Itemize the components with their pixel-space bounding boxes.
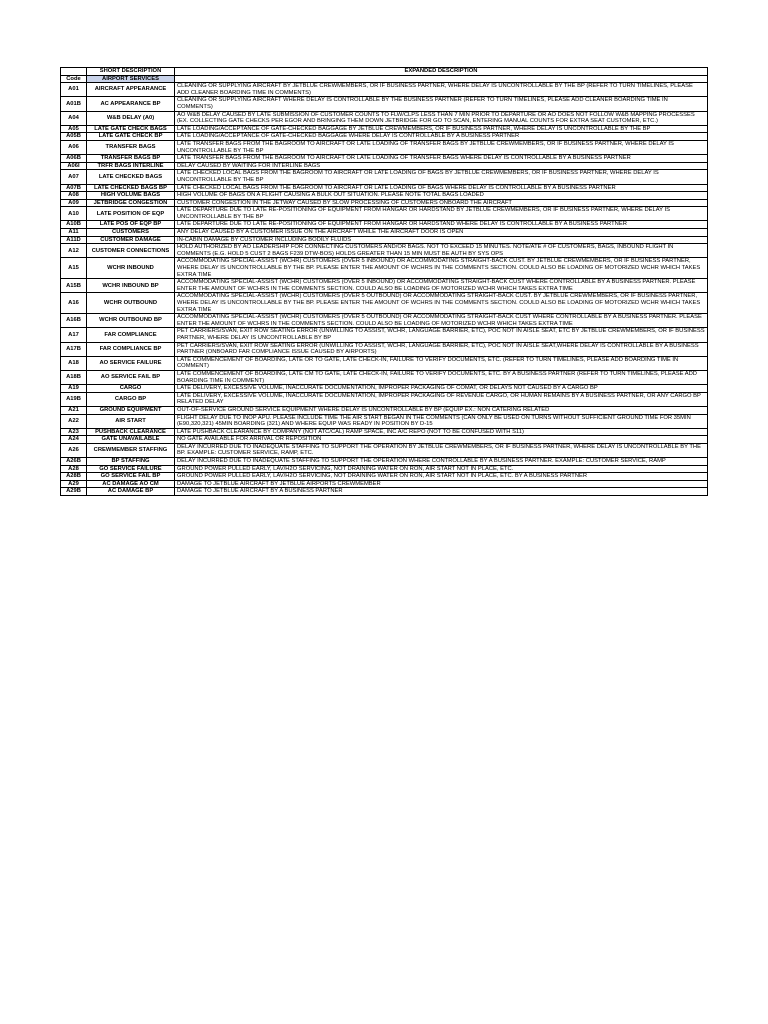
short-description: AIRCRAFT APPEARANCE [87,83,175,97]
expanded-description: LATE COMMENCEMENT OF BOARDING, LATE CM TO GATE, LATE CHECK-IN, FAILURE TO VERIFY DOCUMENTS, ETC. BY A BUSINESS PARTNER (REFER TO TURN TIMELINES, PLEASE ADD BOARDING TIME IN COMMENT) [175,370,708,384]
delay-code: A24 [61,436,87,444]
delay-code: A01B [61,97,87,111]
expanded-description: OUT-OF-SERVICE GROUND SERVICE EQUIPMENT WHERE DELAY IS UNCONTROLLABLE BY BP (EQUIP EX.: NON CATERING RELATED [175,406,708,414]
short-description: FAR COMPLIANCE BP [87,342,175,356]
delay-code: A11D [61,236,87,244]
expanded-description: IN-CABIN DAMAGE BY CUSTOMER INCLUDING BODILY FLUIDS [175,236,708,244]
table-row [61,133,708,141]
delay-code: A21 [61,406,87,414]
delay-code: A17 [61,328,87,342]
delay-code: A22 [61,414,87,428]
short-description: LATE GATE CHECK BP [87,133,175,141]
expanded-description: LATE CHECKED LOCAL BAGS FROM THE BAGROOM TO AIRCRAFT OR LATE LOADING OF BAGS BY JETBLUE CREWMEMBERS, OR IF BUSINESS PARTNER, WHERE DELAY IS UNCONTROLLABLE BY THE BP [175,170,708,184]
delay-code: A18B [61,370,87,384]
expanded-description: LATE TRANSFER BAGS FROM THE BAGROOM TO AIRCRAFT OR LATE LOADING OF TRANSFER BAGS BY JETBLUE CREWMEMBERS, OR IF BUSINESS PARTNER, WHERE DELAY IS UNCONTROLLABLE BY THE BP [175,140,708,154]
header-code-cell [61,68,87,76]
delay-code: A23 [61,428,87,436]
delay-code: A09 [61,199,87,207]
expanded-description: NO GATE AVAILABLE FOR ARRIVAL OR REPOSITION [175,436,708,444]
table-row [61,314,708,328]
short-description: CREWMEMBER STAFFING [87,443,175,457]
expanded-description: ACCOMMODATING SPECIAL-ASSIST (WCHR) CUSTOMERS (OVER 5 OUTBOUND) OR ACCOMMODATING STRAIGHT-BACK CUST. BY JETBLUE CREWMEMBERS, OR IF BUSINESS PARTNER, WHERE DELAY IS UNCONTROLLABLE BY THE BP. PLEASE ENTER THE AMOUNT OF WCHRS IN THE COMMENTS SECTION. COULD ALSO BE LOADING OF MOTORIZED WCHR WHICH TAKES EXTRA TIME [175,293,708,314]
delay-code: A16 [61,293,87,314]
short-description: GATE UNAVAILABLE [87,436,175,444]
short-description: LATE POS OF EQP BP [87,221,175,229]
table-body [61,68,708,496]
table-row [61,443,708,457]
table-row [61,342,708,356]
delay-code: A07B [61,184,87,192]
delay-code: A29B [61,488,87,496]
short-description: CUSTOMER DAMAGE [87,236,175,244]
expanded-description: ANY DELAY CAUSED BY A CUSTOMER ISSUE ON THE AIRCRAFT WHILE THE AIRCRAFT DOOR IS OPEN [175,229,708,237]
expanded-description: CLEANING OR SUPPLYING AIRCRAFT BY JETBLUE CREWMEMBERS, OR IF BUSINESS PARTNER, WHERE DELAY IS UNCONTROLLABLE BY THE BP (REFER TO TURN TIMELINES, PLEASE ADD CLEANER BOARDING TIME IN COMMENTS) [175,83,708,97]
expanded-description: LATE DEPARTURE DUE TO LATE RE-POSITIONING OF EQUIPMENT FROM HANGAR OR HARDSTAND WHERE DELAY IS CONTROLLABLE BY A BUSINESS PARTNER [175,221,708,229]
delay-code: A17B [61,342,87,356]
short-description: TRANSFER BAGS BP [87,155,175,163]
table-row [61,392,708,406]
table-row [61,328,708,342]
expanded-description: LATE TRANSFER BAGS FROM THE BAGROOM TO AIRCRAFT OR LATE LOADING OF TRANSFER BAGS WHERE DELAY IS CONTROLLABLE BY A BUSINESS PARTNER [175,155,708,163]
table-row [61,229,708,237]
expanded-description: ACCOMMODATING SPECIAL-ASSIST (WCHR) CUSTOMERS (OVER 5 INBOUND) OR ACCOMMODATING STRAIGHT-BACK CUST. BY JETBLUE CREWMEMBERS, OR IF BUSINESS PARTNER, WHERE DELAY IS UNCONTROLLABLE BY THE BP. PLEASE ENTER THE AMOUNT OF WCHRS IN THE COMMENTS SECTION. COULD ALSO BE LOADING OF MOTORIZED WCHR WHICH TAKES EXTRA TIME [175,258,708,279]
short-description: LATE CHECKED BAGS BP [87,184,175,192]
table-row [61,236,708,244]
expanded-description: DELAY INCURRED DUE TO INADEQUATE STAFFING TO SUPPORT THE OPERATION BY JETBLUE CREWMEMBERS, OR IF BUSINESS PARTNER, WHERE DELAY IS UNCONTROLLABLE BY THE BP. EXAMPLE: CUSTOMER SERVICE, RAMP, ETC. [175,443,708,457]
delay-code: A28 [61,465,87,473]
expanded-description: HIGH VOLUME OF BAGS ON A FLIGHT CAUSING A BULK OUT SITUATION. PLEASE NOTE TOTAL BAGS LOADED [175,192,708,200]
table-row [61,258,708,279]
short-description: W&B DELAY (A0) [87,111,175,125]
table-row [61,140,708,154]
expanded-description: GROUND POWER PULLED EARLY, LAV/H2O SERVICING, NOT DRAINING WATER ON RON, AIR START NOT IN PLACE, ETC. [175,465,708,473]
short-description: PUSHBACK CLEARANCE [87,428,175,436]
table-row [61,111,708,125]
header-short-description: SHORT DESCRIPTION [87,68,175,76]
expanded-description: DELAY CAUSED BY WAITING FOR INTERLINE BAGS [175,162,708,170]
expanded-description: PET CARRIERS/SVAN, EXIT ROW SEATING ERROR (UNWILLING TO ASSIST, WCHR, LANGUAGE BARRIER, ETC), POC NOT IN AISLE SEAT, ETC BY JETBLUE CREWMEMBERS, OR IF BUSINESS PARTNER, WHERE DELAY IS UNCONTROLLABLE BY BP [175,328,708,342]
delay-code: A08 [61,192,87,200]
table-row [61,414,708,428]
table-row [61,162,708,170]
expanded-description: AO W&B DELAY CAUSED BY LATE SUBMISSION OF CUSTOMER COUNTS TO FLW/CLPS LESS THAN 7 MIN PRIOR TO DEPARTURE OR AO DOES NOT FOLLOW W&B MAPPING PROCESSES (EX. COLLECTING GATE CHECKS PER EGOR AND BRINGING THEM DOWN JETBRIDGE FOR GO TO SCAN, ENTERING MANUAL COUNTS FOR EXTRA SEAT CUSTOMER, ETC.) [175,111,708,125]
table-row [61,125,708,133]
table-row [61,207,708,221]
table-row [61,428,708,436]
delay-code: A01 [61,83,87,97]
table-row [61,488,708,496]
short-description: AC DAMAGE AO CM [87,480,175,488]
expanded-description: GROUND POWER PULLED EARLY, LAV/H2O SERVICING, NOT DRAINING WATER ON RON, AIR START NOT IN PLACE, ETC. BY A BUSINESS PARTNER [175,473,708,481]
table-row [61,279,708,293]
delay-code: A28B [61,473,87,481]
table-row [61,406,708,414]
short-description: AO SERVICE FAIL BP [87,370,175,384]
expanded-description: ACCOMMODATING SPECIAL-ASSIST (WCHR) CUSTOMERS (OVER 5 OUTBOUND) OR ACCOMMODATING STRAIGHT-BACK CUST WHERE CONTROLLABLE BY A BUSINESS PARTNER. PLEASE ENTER THE AMOUNT OF WCHRS IN THE COMMENTS SECTION. COULD ALSO BE LOADING OF MOTORIZED WCHR WHICH TAKES EXTRA TIME [175,314,708,328]
delay-code: A26B [61,458,87,466]
short-description: LATE POSITION OF EQP [87,207,175,221]
table-row [61,97,708,111]
short-description: TRANSFER BAGS [87,140,175,154]
table-row [61,473,708,481]
delay-code: A12 [61,244,87,258]
short-description: CUSTOMERS [87,229,175,237]
expanded-description: LATE LOADING/ACCEPTANCE OF GATE-CHECKED BAGGAGE WHERE DELAY IS CONTROLLABLE BY A BUSINESS PARTNER [175,133,708,141]
delay-code: A11 [61,229,87,237]
short-description: LATE GATE CHECK BAGS [87,125,175,133]
short-description: WCHR OUTBOUND BP [87,314,175,328]
short-description: HIGH VOLUME BAGS [87,192,175,200]
table-row [61,356,708,370]
section-title-0: AIRPORT SERVICES [87,75,175,83]
short-description: GO SERVICE FAILURE [87,465,175,473]
short-description: WCHR OUTBOUND [87,293,175,314]
expanded-description: FLIGHT DELAY DUE TO INOP APU. PLEASE INCLUDE TIME THE AIR START BEGAN IN THE COMMENTS (CAN ONLY BE USED ON TURNS WITHOUT SUFFICIENT GROUND TIME FOR 35MIN (E90,320,321) 45MIN BOARDING (321) AND WHERE EQUIP WAS READY IN POSITION BY D-15 [175,414,708,428]
expanded-description: ACCOMMODATING SPECIAL-ASSIST (WCHR) CUSTOMERS (OVER 5 INBOUND) OR ACCOMMODATING STRAIGHT-BACK CUST WHERE CONTROLLABLE BY A BUSINESS PARTNER. PLEASE ENTER THE AMOUNT OF WCHRS IN THE COMMENTS SECTION. COULD ALSO BE LOADING OF MOTORIZED WCHR WHICH TAKES EXTRA TIME [175,279,708,293]
header-blank-cell [175,75,708,83]
expanded-description: LATE DELIVERY, EXCESSIVE VOLUME, INACCURATE DOCUMENTATION, IMPROPER PACKAGING OF REVENUE CARGO, OR HUMAN REMAINS BY A BUSINESS PARTNER, OR ANY CARGO BP RELATED DELAY [175,392,708,406]
delay-code: A26 [61,443,87,457]
short-description: FAR COMPLIANCE [87,328,175,342]
table-row [61,480,708,488]
expanded-description: LATE LOADING/ACCEPTANCE OF GATE-CHECKED BAGGAGE BY JETBLUE CREWMEMBERS, OR IF BUSINESS PARTNER, WHERE DELAY IS UNCONTROLLABLE BY THE BP [175,125,708,133]
header-row [61,68,708,76]
expanded-description: LATE CHECKED LOCAL BAGS FROM THE BAGROOM TO AIRCRAFT OR LATE LOADING OF BAGS WHERE DELAY IS CONTROLLABLE BY A BUSINESS PARTNER [175,184,708,192]
delay-code: A19B [61,392,87,406]
table-row [61,155,708,163]
table-row [61,436,708,444]
delay-code: A05 [61,125,87,133]
delay-code: A16B [61,314,87,328]
expanded-description: DELAY INCURRED DUE TO INADEQUATE STAFFING TO SUPPORT THE OPERATION WHERE CONTROLLABLE BY A BUSINESS PARTNER. EXAMPLE: CUSTOMER SERVICE, RAMP [175,458,708,466]
delay-code: A06I [61,162,87,170]
delay-code: A07 [61,170,87,184]
header-row-2 [61,75,708,83]
short-description: GO SERVICE FAIL BP [87,473,175,481]
expanded-description: LATE DEPARTURE DUE TO LATE RE-POSITIONING OF EQUIPMENT FROM HANGAR OR HARDSTAND BY JETBLUE CREWMEMBERS, OR IF BUSINESS PARTNER, WHERE DELAY IS UNCONTROLLABLE BY THE BP [175,207,708,221]
expanded-description: DAMAGE TO JETBLUE AIRCRAFT BY JETBLUE AIRPORTS CREWMEMBER [175,480,708,488]
expanded-description: DAMAGE TO JETBLUE AIRCRAFT BY A BUSINESS PARTNER [175,488,708,496]
short-description: GROUND EQUIPMENT [87,406,175,414]
table-row [61,170,708,184]
delay-code: A06 [61,140,87,154]
expanded-description: LATE DELIVERY, EXCESSIVE VOLUME, INACCURATE DOCUMENTATION, IMPROPER PACKAGING OF COMAT, OR DELAYS NOT CAUSED BY A CARGO BP [175,385,708,393]
short-description: TRFR BAGS INTERLINE [87,162,175,170]
short-description: BP STAFFING [87,458,175,466]
delay-code-table [60,67,708,496]
table-row [61,199,708,207]
short-description: WCHR INBOUND BP [87,279,175,293]
table-row [61,458,708,466]
delay-code-sheet [60,67,708,496]
short-description: CARGO [87,385,175,393]
short-description: AC APPEARANCE BP [87,97,175,111]
delay-code: A18 [61,356,87,370]
expanded-description: CUSTOMER CONGESTION IN THE JETWAY CAUSED BY SLOW PROCESSING OF CUSTOMERS ONBOARD THE AIRCRAFT [175,199,708,207]
header-code: Code [61,75,87,83]
header-expanded-description: EXPANDED DESCRIPTION [175,68,708,76]
delay-code: A10B [61,221,87,229]
table-row [61,192,708,200]
table-row [61,184,708,192]
short-description: CARGO BP [87,392,175,406]
short-description: CUSTOMER CONNECTIONS [87,244,175,258]
delay-code: A05B [61,133,87,141]
delay-code: A15B [61,279,87,293]
short-description: LATE CHECKED BAGS [87,170,175,184]
delay-code: A10 [61,207,87,221]
short-description: AC DAMAGE BP [87,488,175,496]
table-row [61,83,708,97]
table-row [61,370,708,384]
short-description: JETBRIDGE CONGESTION [87,199,175,207]
expanded-description: LATE PUSHBACK CLEARANCE BY COMPANY (NOT ATC/CAL) RAMP SPACE, INC A/C REPO (NOT TO BE CONFUSED WITH S11) [175,428,708,436]
delay-code: A19 [61,385,87,393]
table-row [61,293,708,314]
table-row [61,385,708,393]
table-row [61,465,708,473]
expanded-description: LATE COMMENCEMENT OF BOARDING, LATE OR TO GATE, LATE CHECK-IN, FAILURE TO VERIFY DOCUMENTS, ETC. (REFER TO TURN TIMELINES, PLEASE ADD BOARDING TIME IN COMMENT) [175,356,708,370]
delay-code: A06B [61,155,87,163]
table-row [61,244,708,258]
expanded-description: CLEANING OR SUPPLYING AIRCRAFT WHERE DELAY IS CONTROLLABLE BY THE BUSINESS PARTNER (REFER TO TURN TIMELINES, PLEASE ADD CLEANER BOARDING TIME IN COMMENTS) [175,97,708,111]
short-description: WCHR INBOUND [87,258,175,279]
expanded-description: PET CARRIERS/SVAN, EXIT ROW SEATING ERROR (UNWILLING TO ASSIST, WCHR, LANGUAGE BARRIER, ETC), POC NOT IN AISLE SEAT,WHERE DELAY IS CONTROLLABLE BY A BUSINESS PARTNER (ONBOARD FAR COMPLIANCE ISSUE CAUSED BY AIRPORTS) [175,342,708,356]
short-description: AO SERVICE FAILURE [87,356,175,370]
short-description: AIR START [87,414,175,428]
table-row [61,221,708,229]
expanded-description: HOLD AUTHORIZED BY AO LEADERSHIP FOR CONNECTING CUSTOMERS AND/OR BAGS. NOT TO EXCEED 15 MINUTES. NOTE/ATE # OF CUSTOMERS, BAGS, INBOUND FLIGHT IN COMMENTS (E.G. HOLD 5 CUST 2 BAGS F239 DTW-BOS) HOLDS GREATER THAN 15 MIN MUST BE AUTH BY SYS OPS [175,244,708,258]
delay-code: A29 [61,480,87,488]
delay-code: A04 [61,111,87,125]
delay-code: A15 [61,258,87,279]
